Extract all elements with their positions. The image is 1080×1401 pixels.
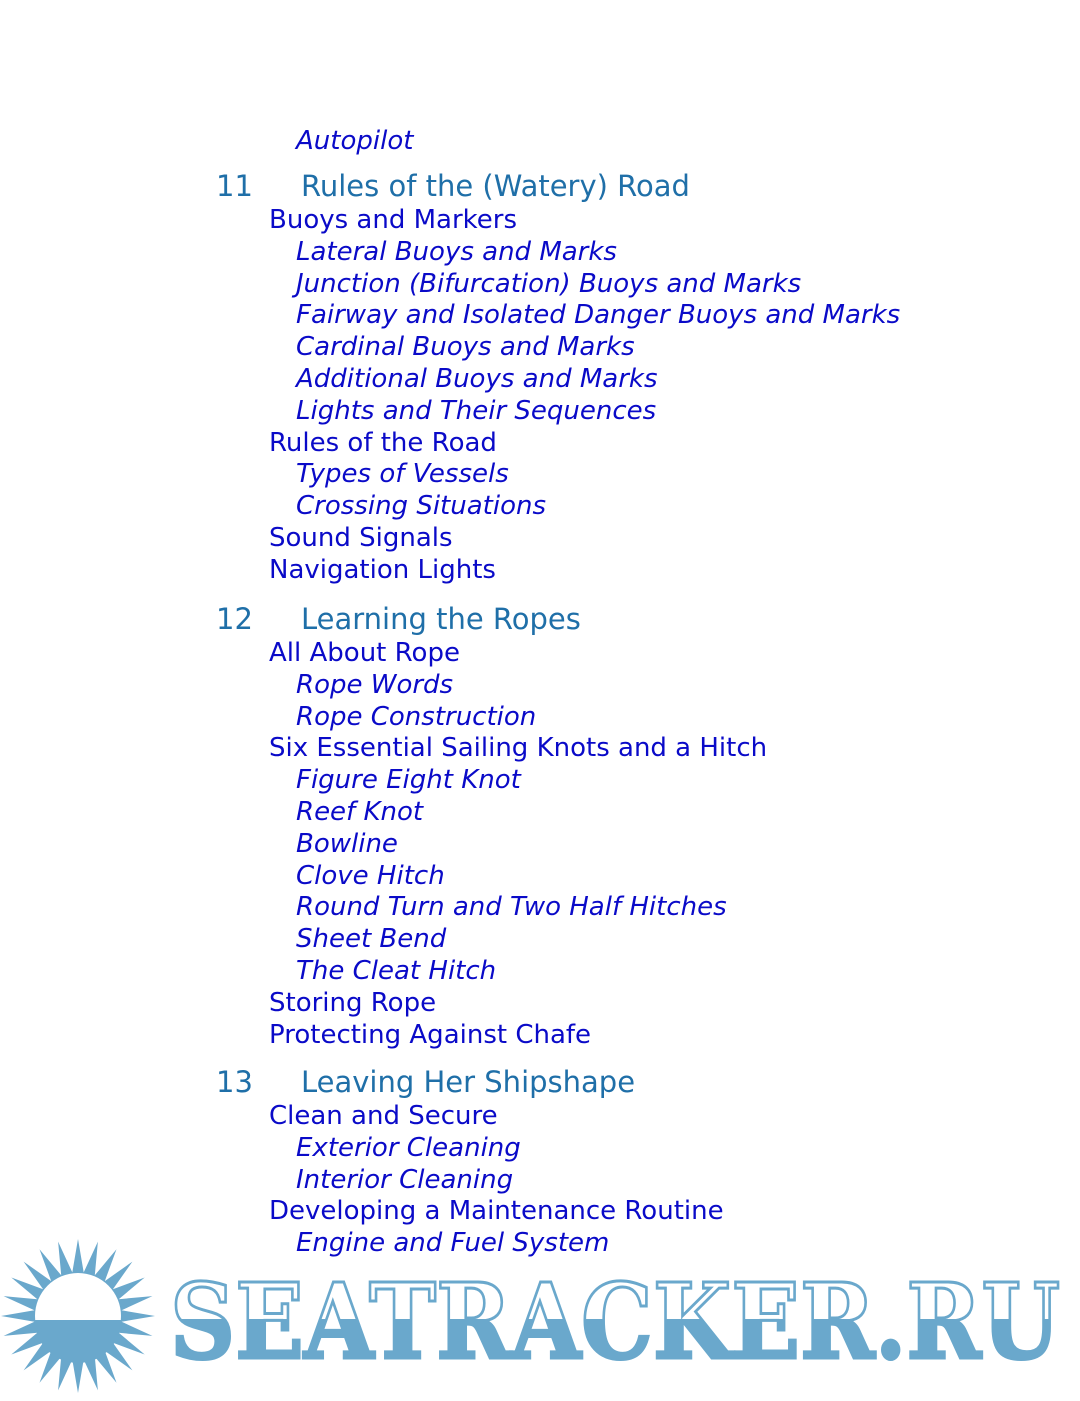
chapter-number: 13 bbox=[216, 1065, 253, 1099]
section-link[interactable]: Developing a Maintenance Routine bbox=[269, 1196, 724, 1227]
section-link[interactable]: Sound Signals bbox=[269, 523, 453, 553]
subsection-link[interactable]: Bowline bbox=[296, 828, 398, 859]
subsection-link[interactable]: Junction (Bifurcation) Buoys and Marks bbox=[296, 268, 802, 299]
section-link[interactable]: Rules of the Road bbox=[269, 427, 497, 458]
watermark-text: SEATRACKER.RU bbox=[170, 1260, 1060, 1383]
section-link[interactable]: Buoys and Markers bbox=[269, 205, 518, 235]
chapter-title-link[interactable]: Rules of the (Watery) Road bbox=[301, 169, 690, 203]
subsection-link[interactable]: Autopilot bbox=[296, 126, 414, 156]
subsection-link[interactable]: Types of Vessels bbox=[296, 459, 509, 490]
chapter-number: 11 bbox=[216, 169, 253, 203]
subsection-link[interactable]: Cardinal Buoys and Marks bbox=[296, 332, 635, 363]
subsection-link[interactable]: Figure Eight Knot bbox=[296, 765, 521, 796]
subsection-link[interactable]: Reef Knot bbox=[296, 797, 424, 827]
section-link[interactable]: Six Essential Sailing Knots and a Hitch bbox=[269, 733, 768, 764]
subsection-link[interactable]: Sheet Bend bbox=[296, 924, 447, 955]
subsection-link[interactable]: The Cleat Hitch bbox=[296, 956, 497, 986]
subsection-link[interactable]: Rope Construction bbox=[296, 701, 537, 732]
section-link[interactable]: Protecting Against Chafe bbox=[269, 1019, 592, 1050]
subsection-link[interactable]: Exterior Cleaning bbox=[296, 1132, 521, 1163]
section-link[interactable]: Clean and Secure bbox=[269, 1101, 498, 1131]
subsection-link[interactable]: Engine and Fuel System bbox=[296, 1228, 610, 1259]
chapter-title-link[interactable]: Leaving Her Shipshape bbox=[301, 1065, 636, 1099]
subsection-link[interactable]: Interior Cleaning bbox=[296, 1164, 514, 1195]
section-link[interactable]: All About Rope bbox=[269, 638, 460, 668]
subsection-link[interactable]: Clove Hitch bbox=[296, 860, 445, 891]
subsection-link[interactable]: Crossing Situations bbox=[296, 491, 546, 522]
subsection-link[interactable]: Lights and Their Sequences bbox=[296, 395, 657, 426]
subsection-link[interactable]: Round Turn and Two Half Hitches bbox=[296, 892, 727, 923]
subsection-link[interactable]: Lateral Buoys and Marks bbox=[296, 236, 617, 267]
chapter-title-link[interactable]: Learning the Ropes bbox=[301, 602, 581, 636]
watermark bbox=[0, 1238, 1080, 1397]
chapter-number: 12 bbox=[216, 602, 253, 636]
watermark-graphic bbox=[0, 1238, 1080, 1397]
section-link[interactable]: Storing Rope bbox=[269, 987, 437, 1018]
section-link[interactable]: Navigation Lights bbox=[269, 554, 496, 585]
subsection-link[interactable]: Additional Buoys and Marks bbox=[296, 364, 658, 394]
sun-icon bbox=[1, 1239, 155, 1393]
subsection-link[interactable]: Fairway and Isolated Danger Buoys and Marks bbox=[296, 300, 901, 331]
subsection-link[interactable]: Rope Words bbox=[296, 669, 454, 700]
